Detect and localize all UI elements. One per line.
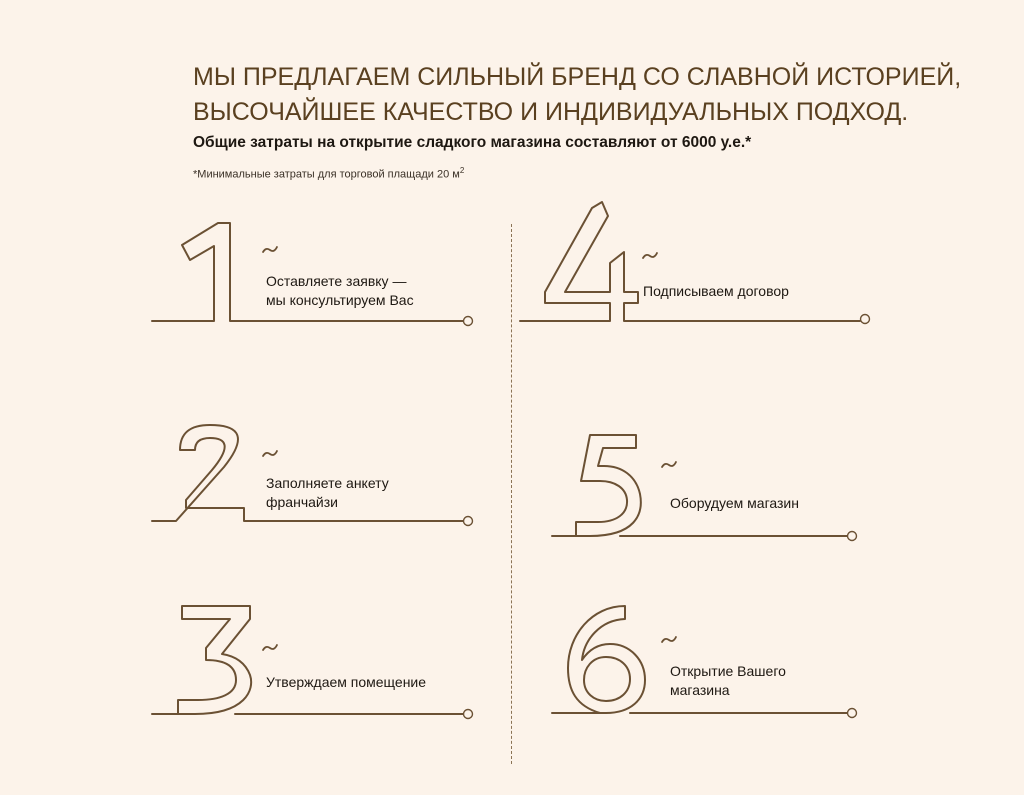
- step-5-label-line-1: Оборудуем магазин: [670, 495, 799, 511]
- step-2-tilde: [263, 451, 277, 456]
- step-5-tilde: [662, 462, 676, 467]
- step-6-label-line-2: магазина: [670, 682, 730, 698]
- step-6-tilde: [662, 637, 676, 642]
- step-4-label-line-1: Подписываем договор: [643, 283, 789, 299]
- step-5-graphic: [552, 435, 857, 541]
- step-1-tilde: [263, 247, 277, 252]
- step-5-label: [670, 494, 799, 513]
- step-4-label: [643, 282, 789, 301]
- heading-line-1: МЫ ПРЕДЛАГАЕМ СИЛЬНЫЙ БРЕНД СО СЛАВНОЙ ИСТОРИЕЙ,: [193, 63, 962, 91]
- step-6-label: [670, 662, 786, 700]
- step-6-label-line-1: Открытие Вашего: [670, 663, 786, 679]
- numeral-5-outline: [552, 435, 641, 536]
- step-3-tilde: [263, 645, 277, 650]
- numeral-3-outline: [152, 606, 251, 714]
- step-4-graphic: [520, 202, 870, 324]
- step-3-label-line-1: Утверждаем помещение: [266, 674, 427, 690]
- footnote-superscript: 2: [459, 166, 465, 175]
- step-1-end-dot: [464, 317, 473, 326]
- step-4-end-dot: [861, 315, 870, 324]
- numeral-6-counter: [584, 657, 630, 701]
- numeral-6-outline: [552, 606, 645, 713]
- step-3-label: [266, 673, 426, 692]
- step-2-label: [266, 474, 389, 512]
- cost-subtitle: Общие затраты на открытие сладкого магазина составляют от 6000 у.е.*: [193, 134, 752, 151]
- step-6-end-dot: [848, 709, 857, 718]
- step-2-end-dot: [464, 517, 473, 526]
- step-5-end-dot: [848, 532, 857, 541]
- step-1-label: [266, 272, 414, 310]
- step-1-label-line-2: мы консультируем Вас: [266, 292, 414, 308]
- step-2-label-line-2: франчайзи: [266, 494, 338, 510]
- numeral-4-outline: [520, 202, 860, 321]
- footnote-text: *Минимальные затраты для торговой плащади 20 м: [193, 168, 460, 181]
- step-1-label-line-1: Оставляете заявку —: [266, 273, 407, 289]
- step-4-tilde: [643, 253, 657, 258]
- step-3-graphic: [152, 606, 473, 719]
- step-3-end-dot: [464, 710, 473, 719]
- heading-line-2: ВЫСОЧАЙШЕЕ КАЧЕСТВО И ИНДИВИДУАЛЬНЫХ ПОДХОД.: [193, 98, 909, 126]
- step-2-label-line-1: Заполняете анкету: [266, 475, 389, 491]
